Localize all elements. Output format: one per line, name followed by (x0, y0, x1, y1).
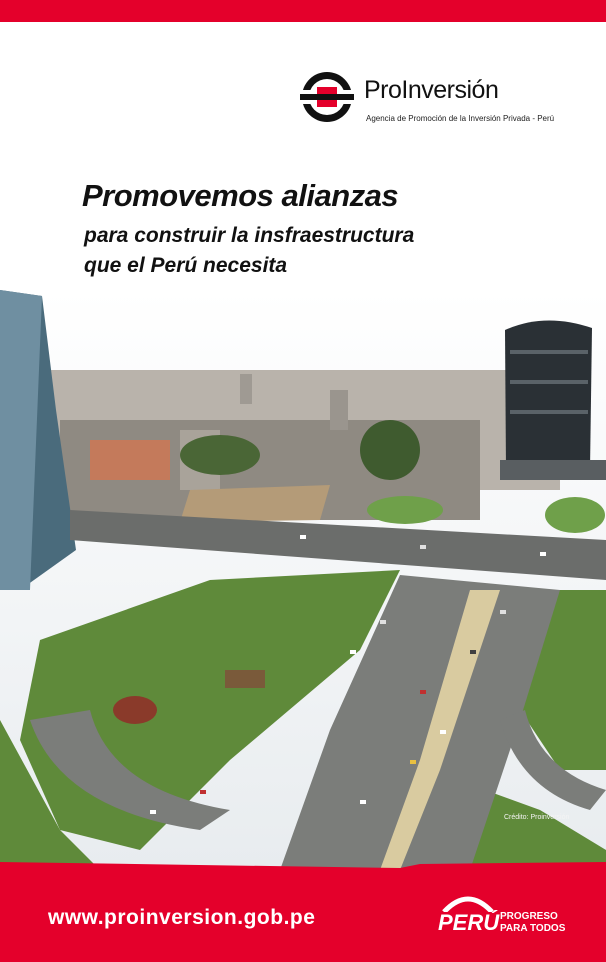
peru-slogan-line-2: PARA TODOS (500, 923, 566, 934)
brand-name: ProInversión (364, 76, 499, 104)
headline-line-2: que el Perú necesita (84, 254, 288, 277)
peru-slogan-line-1: PROGRESO (500, 911, 558, 922)
website-url[interactable]: www.proinversion.gob.pe (48, 906, 316, 929)
proinversion-logo-icon (300, 70, 354, 124)
headline-title: Promovemos alianzas (82, 178, 399, 213)
peru-arc-icon (440, 892, 496, 912)
headline-line-1: para construir la insfraestructura (84, 224, 415, 247)
city-highway-photo (0, 290, 606, 870)
proinversion-logo (300, 70, 560, 130)
peru-brand-logo (438, 892, 578, 942)
photo-credit: Crédito: Proinversión (504, 814, 570, 821)
top-red-bar (0, 0, 606, 22)
brand-subtitle: Agencia de Promoción de la Inversión Privada - Perú (366, 114, 555, 123)
peru-wordmark: PERÚ (438, 910, 500, 935)
